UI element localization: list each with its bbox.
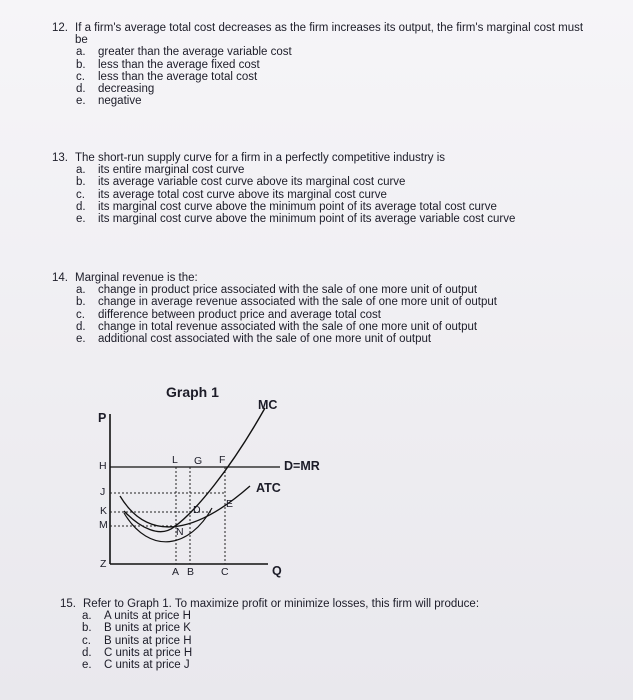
option-letter: c.	[76, 308, 85, 321]
option-text: B units at price K	[104, 622, 191, 635]
option-letter: d.	[76, 320, 86, 333]
option-letter: a.	[82, 610, 92, 623]
option-letter: a.	[76, 46, 86, 59]
option-letter: b.	[76, 58, 86, 71]
option-text: less than the average total cost	[98, 70, 258, 83]
option-list	[82, 610, 603, 671]
option-item	[76, 309, 595, 321]
option-letter: e.	[82, 659, 92, 672]
option-letter: e.	[76, 333, 86, 346]
option-text: decreasing	[98, 83, 155, 96]
price-label-z: Z	[100, 558, 107, 570]
question-number: 13.	[52, 152, 68, 164]
option-item	[76, 333, 595, 345]
option-item	[76, 176, 595, 188]
option-item	[76, 189, 595, 201]
price-label-h: H	[99, 460, 107, 472]
option-letter: d.	[82, 646, 92, 659]
option-item	[76, 164, 595, 176]
option-letter: c.	[82, 634, 91, 647]
question-12	[52, 22, 595, 107]
question-13	[52, 152, 595, 225]
point-label-e: E	[226, 498, 234, 510]
option-item	[76, 59, 595, 71]
option-letter: b.	[76, 176, 86, 189]
option-letter: c.	[76, 70, 85, 83]
point-label-l: L	[172, 454, 178, 466]
question-15	[60, 598, 603, 671]
question-14	[52, 272, 595, 345]
option-text: A units at price H	[104, 610, 191, 623]
option-text: additional cost associated with the sale of one more unit of output	[98, 333, 432, 346]
option-letter: a.	[76, 164, 86, 177]
option-item	[76, 296, 595, 308]
option-letter: b.	[76, 296, 86, 309]
option-letter: a.	[76, 284, 86, 297]
option-letter: d.	[76, 200, 86, 213]
question-stem: Refer to Graph 1. To maximize profit or minimize losses, this firm will produce:	[83, 598, 480, 610]
option-text: change in product price associated with the sale of one more unit of output	[98, 284, 478, 297]
y-axis-label: P	[98, 411, 107, 425]
option-item	[76, 95, 595, 107]
option-text: C units at price H	[104, 646, 193, 659]
option-text: difference between product price and average total cost	[98, 308, 381, 321]
quantity-label-c: C	[221, 566, 229, 578]
option-letter: c.	[76, 188, 85, 201]
option-item	[76, 213, 595, 225]
option-item	[82, 659, 603, 671]
point-label-n: N	[176, 526, 184, 538]
option-text: B units at price H	[104, 634, 192, 647]
graph-title: Graph 1	[166, 384, 219, 400]
point-label-d: D	[193, 504, 201, 516]
question-stem: The short-run supply curve for a firm in a perfectly competitive industry is	[75, 152, 446, 164]
option-text: greater than the average variable cost	[98, 46, 292, 59]
option-list	[76, 284, 595, 345]
question-number: 14.	[52, 272, 68, 284]
graph-1	[80, 378, 380, 588]
quantity-label-b: B	[187, 566, 195, 578]
graph-canvas	[80, 378, 380, 588]
option-letter: b.	[82, 622, 92, 635]
point-label-f: F	[219, 454, 226, 466]
price-label-j: J	[100, 486, 106, 498]
option-text: its marginal cost curve above the minimum point of its average total cost curve	[98, 200, 497, 213]
option-text: less than the average fixed cost	[98, 58, 260, 71]
option-item	[76, 83, 595, 95]
option-item	[82, 622, 603, 634]
option-item	[76, 46, 595, 58]
question-number: 15.	[60, 598, 76, 610]
option-text: negative	[98, 95, 142, 108]
price-label-m: M	[99, 519, 108, 531]
option-letter: d.	[76, 83, 86, 96]
option-text: change in total revenue associated with the sale of one more unit of output	[98, 320, 478, 333]
option-list	[76, 46, 595, 107]
quantity-label-a: A	[172, 566, 180, 578]
mc-label: MC	[258, 398, 278, 412]
option-letter: e.	[76, 95, 86, 108]
option-item	[82, 635, 603, 647]
atc-label: ATC	[256, 481, 281, 495]
question-stem: If a firm's average total cost decreases as the firm increases its output, the firm's marginal cost must be	[75, 22, 584, 47]
option-text: change in average revenue associated with the sale of one more unit of output	[98, 296, 497, 309]
x-axis-label: Q	[272, 564, 282, 578]
demand-mr-label: D=MR	[284, 459, 320, 473]
option-item	[76, 201, 595, 213]
option-text: its entire marginal cost curve	[98, 164, 245, 177]
question-stem: Marginal revenue is the:	[75, 272, 198, 284]
option-text: its average total cost curve above its marginal cost curve	[98, 188, 387, 201]
option-item	[76, 71, 595, 83]
question-number: 12.	[52, 22, 68, 34]
option-text: C units at price J	[104, 659, 190, 672]
option-item	[82, 610, 603, 622]
option-text: its marginal cost curve above the minimum point of its average variable cost curve	[98, 213, 516, 226]
option-item	[76, 284, 595, 296]
price-label-k: K	[100, 505, 108, 517]
option-item	[82, 647, 603, 659]
option-list	[76, 164, 595, 225]
option-letter: e.	[76, 213, 86, 226]
option-item	[76, 321, 595, 333]
point-label-g: G	[194, 455, 203, 467]
option-text: its average variable cost curve above its marginal cost curve	[98, 176, 406, 189]
